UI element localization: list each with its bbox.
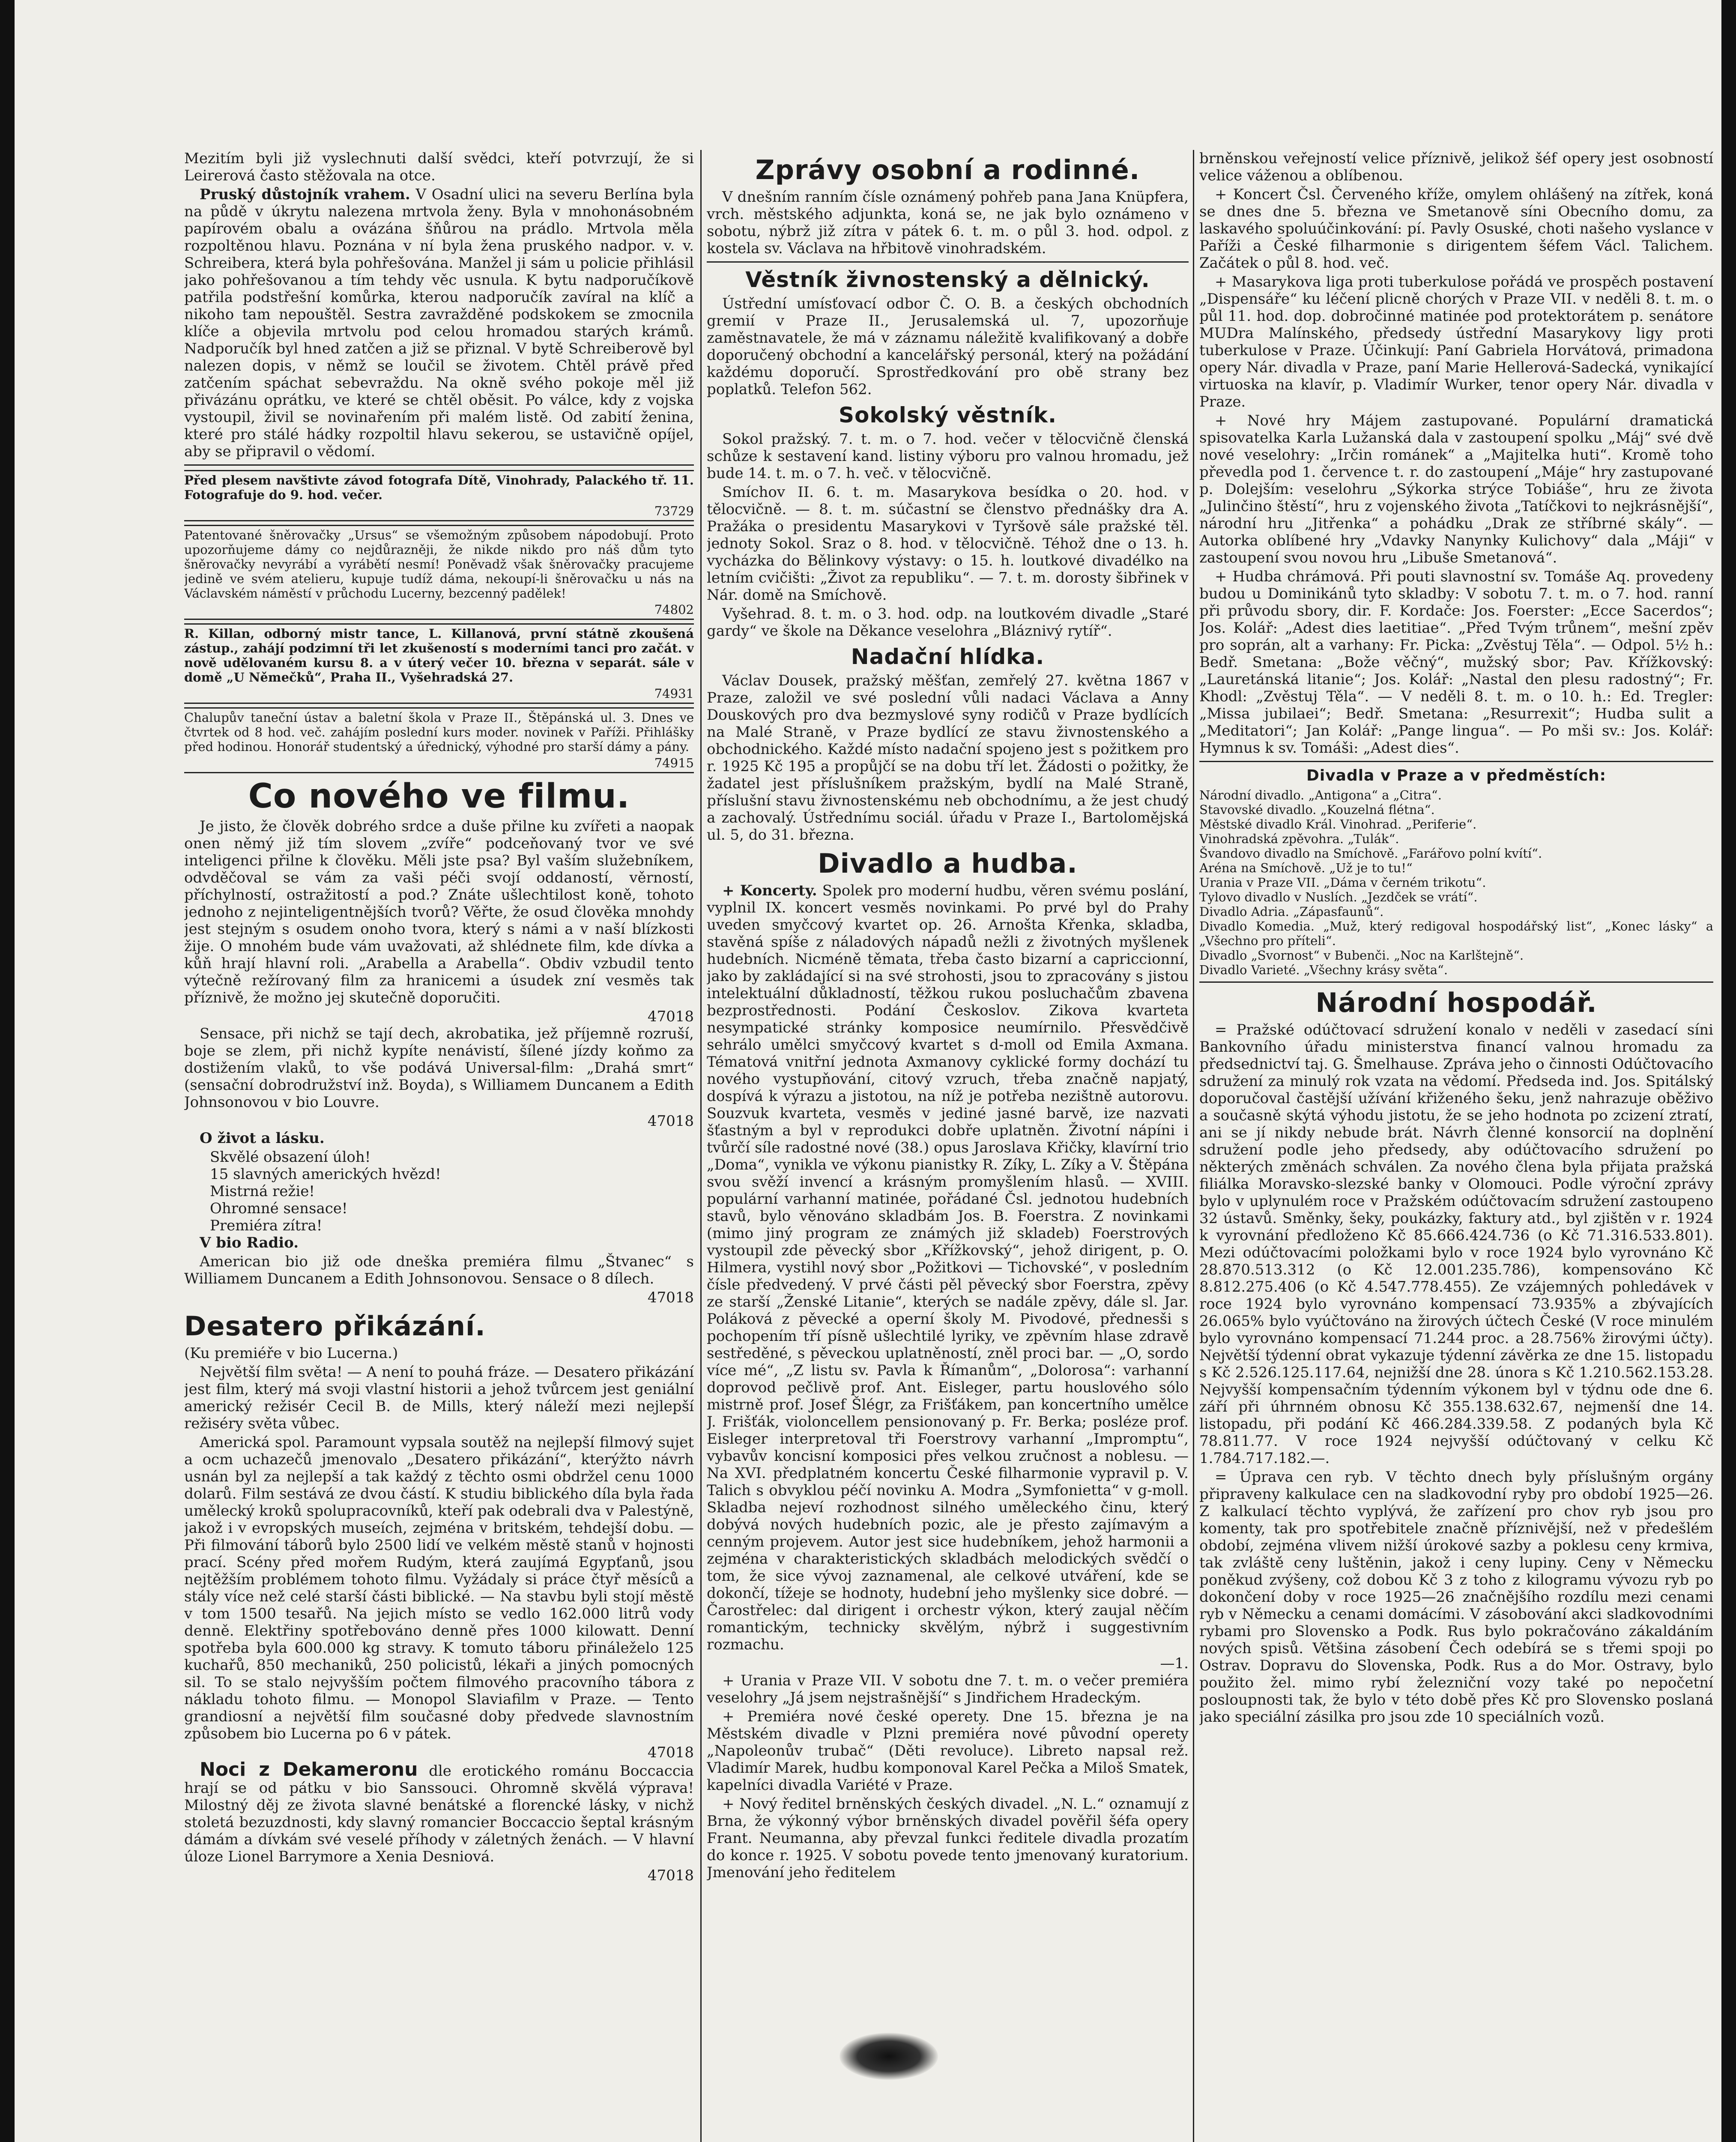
column-3 <box>1199 150 1713 2142</box>
theatre-listing <box>1199 788 1713 977</box>
section-heading-film: Co nového ve filmu. <box>248 777 630 816</box>
theatre-item: Švandovo divadlo na Smíchově. „Farářovo polní kvítí“. <box>1199 846 1542 861</box>
article-text: Smíchov II. 6. t. m. Masarykova besídka o 20. hod. v tělocvičně. — 8. t. m. súčastní se členstvo přednášky dra A. Pražáka o presidentu Masarykovi v Tyršově sále pražské těl. jednoty Sokol. Sraz o 8. hod. v tělocvičně. Téhož dne o 13. h. vycházka do Bělinkovy výstavy: o 15. h. loutkové divadélko na letním cvičišti: „Život za republiku“. — 7. t. m. dorosty šibřinek v Nár. domě na Smíchově. <box>707 484 1189 604</box>
section-heading-narodni: Národní hospodář. <box>1315 987 1597 1018</box>
film-title: O život a lásku. <box>200 1130 325 1147</box>
article-text: + Masarykova liga proti tuberkulose pořádá ve prospěch postavení „Dispensáře“ ku léčení plicně chorých v Praze VII. v neděli 8. t. m. o půl 11. hod. dop. dobročinné matinée pod protektorátem p. senátore MUDra Malínského, předsedy ústřední Masarykovy ligy proti tuberkulose v Praze. Účinkují: Paní Gabriela Horvátová, primadona opery Nár. divadla v Praze, paní Marie Hellerová-Sadecká, vynikající virtuoska na klavír, p. Vladimír Wurker, tenor opery Nár. divadla v Praze. <box>1199 273 1713 410</box>
article-text: Spolek pro moderní hudbu, věren svému poslání, vyplnil IX. koncert vesměs novinkami. Po prvé byl do Prahy uveden smyčcový kvartet op. 26. Arnošta Křenka, skladba, stavěná spíše z náladových nápadů nežli z životných myšlenek hudebních. Nicméně těmata, třeba často bizarní a capriccionní, jako by zakládající si na své strohosti, jsou to zpracovány s jistou intelektuální důkladností, těžkou rukou posluchačům zbavena bezprostřednosti. Podání Českoslov. Zikova kvarteta nesympatické stránky komposice neumírnilo. Přesvědčivě sehrálo umělci smyčcový kvartet s d-moll od Emila Axmana. Tématová vnitřní jednota Axmanovy cyklické formy dochází tu nového vystupňování, citový vzruch, třeba značně napjatý, dospívá k výrazu a jistotou, na níž je potřeba nezištně autorovu. Souzvuk kvarteta, vesměs v jediné jasné barvě, ize nazvati šťastným a byl v reprodukci dobře uplatněn. Životní nápíni i tvůrčí síle radostné nové (38.) opus Jaroslava Křičky, klavírní trio „Doma“, vynikla ve výkonu pianistky R. Zíky, L. Zíky a V. Štěpána svou svěží invencí a krásným promyšlením hlasů. — XVIII. populární varhanní matinée, pořádané Čsl. jednotou hudebních stavů, bylo věnováno skladbám Jos. B. Foerstra. Z novinkami (mimo jiný program ze známých již skladeb) Foerstrových vystoupil zde pěvecký sbor „Křížkovský“, jehož dirigent, p. O. Hilmera, vystihl nový sbor „Požitkovi — Tichovské“, v posledním čísle předvedený. V prvé části pěl pěvecký sbor Foerstra, zpěvy ze starší „Ženské Litanie“, kterých se nadále zpěvy, dále sl. Jar. Poláková z pěvecké a operní školy M. Pivodové, přednesši s pochopením tří písně ušlechtilé lyriky, ve zpěvním hlase zdravě sestředěné, s pěveckou uplatněností, zněl proci bar. — „O, sordo více mé“, „Z listu sv. Pavla k Římanům“, „Dolorosa“: varhanní doprovod pečlivě prof. Ant. Eisleger, partu houslového sólo mistrně prof. Josef Šlégr, za Frišťákem, pan koncertního umělce J. Frišťák, violoncellem pensionovaný p. Fr. Berka; posléze prof. Eisleger interpretoval tři Foerstrovy varhanní „Impromptu“, vybavův koncisní komposici přes velkou zručnost a noblesu. — Na XVI. předplatném koncertu České filharmonie vypravil p. V. Talich s obvyklou péčí novinku A. Modra „Symfonietta“ v g-moll. Skladba nejeví rozhodnost silného uměleckého činu, který dobývá nových hudebních pozic, ale je přesto zajímavým a cenným projevem. Autor jest sice hudebníkem, jehož harmonii a zejména v charakteristických skladbách melodických svědčí o tom, že sice vývoj zaznamenal, ale celkové utváření, kde se dokončí, tížeje se hodnoty, hudební jeho myšlenky sice dobré. — Čarostřelec: dal dirigent i orchestr výkon, který zaujal něčím romantickým, technicky skvělým, nýbrž i suggestivním rozmachu. <box>707 882 1189 1653</box>
ink-smudge <box>840 2033 938 2080</box>
ad-number: 74802 <box>654 602 694 617</box>
advertisement-corsets <box>184 525 694 620</box>
article-text: + Urania v Praze VII. V sobotu dne 7. t. m. o večer premiéra veselohry „Já jsem nejstrašnější“ s Jindřichem Hradeckým. <box>707 1672 1189 1706</box>
article-text: Je jisto, že člověk dobrého srdce a duše přilne ku zvířeti a naopak onen němý již tím slovem „zvíře“ podceňovaný tvor ve své inteligenci přilne k člověku. Měli jste psa? Byl vaším služebníkem, odvděčoval se vám za vaši péči svojí oddaností, věrností, příchylností, ostražitostí a pod.? Znáte ušlechtilost koně, tohoto jednoho z nejinteligentnějších tvorů? Věřte, že osud člověka mnohdy jest stejným s osudem onoho tvora, který s námi a v naší blízkosti žije. O mnohém bude vám uvažovati, až shlédnete film, kde dívka a kůň hrají hlavní roli. „Arabella a Arabella“. Obdiv vzbudil tento výtečně režírovaný film za hranicemi a úsudek zní vesměs tak příznivě, že možno jej skutečně doporučiti. <box>184 818 694 1006</box>
promo-line: Premiéra zítra! <box>210 1217 323 1234</box>
ad-number: 73729 <box>654 504 694 518</box>
article-text: + Hudba chrámová. Při pouti slavnostní sv. Tomáše Aq. provedeny budou u Dominikánů tyto skladby: V sobotu 7. t. m. o 7. hod. ranní při průvodu sbory, dir. F. Kordače: Jos. Foerster: „Ecce Sacerdos“; Jos. Kolář: „Adest dies laetitiae“. „Před Tvým trůnem“, mešní zpěv pro soprán, alt a varhany: Fr. Picka: „Zvěstuj Těla“. — Odpol. 5½ h.: Bedř. Smetana: „Bože věčný“, mužský sbor; Pav. Křížkovský: „Lauretánská litanie“; Jos. Kolář: „Nastal den plesu radostný“; Fr. Khodl: „Zvěstuj Těla“. — V neděli 8. t. m. o 10. h.: Ed. Tregler: „Missa jubilaei“; Bedř. Smetana: „Resurrexit“; Hudba sulit a „Meditatori“; Jan Kolář: „Pange lingua“. — Po mši sv.: Jos. Kolář: Hymnus k sv. Tomáši: „Adest dies“. <box>1199 568 1713 757</box>
theatre-item: Aréna na Smíchově. „Už je to tu!“ <box>1199 861 1413 875</box>
article-subtitle: (Ku premiéře v bio Lucerna.) <box>184 1345 398 1362</box>
ad-number: 47018 <box>647 1113 694 1130</box>
article-text: Václav Dousek, pražský měšťan, zemřelý 27. května 1867 v Praze, založil ve své poslední vůli nadaci Václava a Anny Douskových pro dva bezmyslové syny rodičů v Praze bydlících na Malé Straně, v Praze bydlící ze stavu živnostenského a obchodnického. Každé místo nadační spojeno jest s požitkem pro r. 1925 Kč 195 a propůjčí se na dobu tří let. Žádosti o požitky, že žadatel jest příslušníkem pražským, bydlí na Malé Straně, příslušní stavu živnostenskému neb obchodnímu, a že jest chudý a zachovalý. Ústřednímu sociál. úřadu v Praze I., Bartolomějská ul. 5, do 31. března. <box>707 672 1189 844</box>
article-text: Sensace, při nichž se tají dech, akrobatika, jež příjemně rozruší, boje se zlem, při nichž kypíte nenávistí, šílené jízdy koňmo za dostižením vlaků, to vše podává Universal-film: „Drahá smrt“ (sensační dobrodružství inž. Boyda), s Williamem Duncanem a Edith Johnsonovou v bio Louvre. <box>184 1025 694 1111</box>
ad-text: Patentované šněrovačky „Ursus“ se všemožným způsobem nápodobují. Proto upozorňujeme dámy co nejdůrazněji, že nikde nikdo pro náš dům tyto šněrovačky nevyrábí a vyrábětí nesmí! Poněvadž však šněrovačky pracujeme jedině ve svém atelieru, kupuje tudíž dáma, nekoupí-li šněrovačku u nás na Václavském náměstí v průchodu Lucerny, bezcenný padělek! <box>184 528 694 601</box>
theatre-item: Urania v Praze VII. „Dáma v černém trikotu“. <box>1199 875 1486 890</box>
article-text: = Úprava cen ryb. V těchto dnech byly příslušným orgány připraveny kalkulace cen na sladkovodní ryby pro období 1925—26. Z kalkulací těchto vyplývá, že zařízení pro chov ryb jsou pro komenty, tak pro spotřebitele značně příznivější, než v předešlém období, zejména vlivem nižší úrokové sazby a poklesu ceny krmiva, tak zvláště ceny luštěnin, jakož i ceny lupiny. Ceny v Německu poněkud zvýšeny, což dobou Kč 3 z toho z kilogramu vývozu ryb po dokončení doby v roce 1925—26 značnějšího rozdílu mezi cenami ryb v Německu a cenami domácími. V zásobování akci sladkovodními rybami pro Slovensko a Podk. Rus bylo pokračováno zákaldáním nových spisů. Většina zásobení Čech odebírá se s třemi spoji po Ostrav. Dopravu do Slovenska, Podk. Rus a do Mor. Ostravy, bylo použito žel. mimo rybí železniční vozy také po nepočetní posloupnosti tak, že bylo v této době přes Kč pro Slovensko poslaná jako speciální zásilka pro jsou zde 10 speciálních vozů. <box>1199 1469 1713 1726</box>
section-heading-divadlo: Divadlo a hudba. <box>818 848 1078 879</box>
article-text: + Nové hry Májem zastupované. Populární dramatická spisovatelka Karla Lužanská dala v zastoupení spolku „Máj“ své dvě nové veselohry: „Irčin románek“ a „Majitelka huti“. Kromě toho převedla pod 1. července t. r. do zastoupení „Máje“ hry zastupované p. Dolejším: veselohru „Sýkorka strýce Tobiáše“, hru ze života „Julinčino štěstí“, hru z vojenského života „Tatíčkovi to nejkrásnější“, národní hru „Jitřenka“ a pohádku „Drak ze stříbrné skály“. — Autorka oblíbené hry „Vdavky Nanynky Kulichovy“ dala „Máji“ v zastoupení svou novou hru „Libuše Smetanová“. <box>1199 412 1713 566</box>
column-2 <box>707 150 1189 1954</box>
theatre-item: Divadlo Komedia. „Muž, který redigoval hospodářský list“, „Konec lásky“ a „Všechno pro příteli“. <box>1199 919 1713 948</box>
ad-number: 74915 <box>654 756 694 770</box>
section-heading-zpravy: Zprávy osobní a rodinné. <box>755 154 1140 185</box>
promo-line: Mistrná režie! <box>210 1183 315 1200</box>
promo-line: Ohromné sensace! <box>210 1200 348 1217</box>
divider <box>707 261 1189 263</box>
theatre-item: Divadlo „Svornost“ v Bubenči. „Noc na Karlštejně“. <box>1199 948 1524 963</box>
ad-text: Chalupův taneční ústav a baletní škola v Praze II., Štěpánská ul. 3. Dnes ve čtvrtek od 8 hod. več. zahájím poslední kurs moder. novinek v Paříži. Přihlášky před hodinou. Honorář studentský a úřednický, výhodné pro starší dámy a pány. <box>184 710 694 754</box>
article-text: V Osadní ulici na severu Berlína byla na půdě v úkrytu nalezena mrtvola ženy. Byla v mnohonásobném papírovém obalu a ovázána šňůrou na prádlo. Mrtvola měla rozpoltěnou hlavu. Poznána v ní byla žena pruského nadpor. v. v. Schreibera, která byla pohřešována. Manžel ji sám u policie přihlásil jako pohřešovanou a tím tehdy věc usnula. K bytu nadporučíkově patřila podstřešní komůrka, kterou nadporučík zavíral na klíč a nikoho tam nepouštěl. Sestra zavražděné podskokem se zmocnila klíče a objevila mrtvolu pod celou hromadou starých krámů. Nadporučík byl hned zatčen a již se přiznal. V bytě Schreiberově byl nalezen dopis, v němž se loučil se životem. Chtěl právě před zatčením spáchat sebevraždu. Na okně svého pokoje měl již přivázánu oprátku, ve které se chtěl oběsit. Po válce, kdy z vojska vystoupil, živil se novinařením při malém listě. Od zabití ženina, které pro stálé hádky rozpoltil hlavu sekerou, se ustavičně opíjel, aby se připravil o vědomí. <box>184 186 694 460</box>
theatre-item: Národní divadlo. „Antigona“ a „Citra“. <box>1199 788 1442 802</box>
theatre-item: Tylovo divadlo v Nuslích. „Jezdček se vrátí“. <box>1199 890 1478 904</box>
article-text: = Pražské odúčtovací sdružení konalo v neděli v zasedací síni Bankovního úřadu ministerstva financí valnou hromadu za předsednictví taj. G. Šmelhause. Zpráva jeho o činnosti Odúčtovacího sdružení za minulý rok vzata na vědomí. Předseda ind. Jos. Spitálský doporučoval častější užívání křiženého šeku, jenž nahrazuje oběživo a současně skýtá výhodu jistotu, že se jeho hodnota po zcizení ztratí, ani se jí nikdy nebude brát. Návrh členné konsorcií na doplnění sdružení podle jeho předsedy, aby odúčtovacího sdružení po některých změnách schválen. Za nového člena byla přijata pražská filiálka Moravsko-slezské banky v Olomouci. Podle výroční zprávy bylo v uplynulém roce v Pražském odúčtovacím sdružení zastoupeno 32 ústavů. Směnky, šeky, poukázky, faktury atd., byl zjištěn v r. 1924 k vyrovnání předloženo Kč 85.666.424.736 (o Kč 71.316.533.801). Mezi odúčtovacími položkami bylo v roce 1924 bylo vyrovnáno Kč 28.870.513.312 (o Kč 12.001.235.786), kompensováno Kč 8.812.275.406 (o Kč 4.547.778.455). Ze vzájemných pohledávek v roce 1924 bylo vyrovnáno kompensací 73.935% a zbývajících 26.065% bylo vyúčtováno na žirových účtech České (V roce minulém bylo vyrovnáno kompensací 71.244 proc. a 28.756% žirovými účty). Největší týdenní obrat vykazuje týdenní závěrka ze dne 15. listopadu s Kč 2.526.125.117.64, nejnižší dne 28. února s Kč 1.210.562.153.28. Nejvyšší kompensačním týdenním výkonem byl v týdnu ode dne 6. září při úhrnném obnosu Kč 355.138.632.67, nejmenší dne 14. listopadu, při podání Kč 466.284.339.58. Z podaných byla Kč 78.811.77. V roce 1924 nejvyšší odúčtovaný v celku Kč 1.784.717.182.—. <box>1199 1021 1713 1467</box>
theatre-item: Divadlo Varieté. „Všechny krásy světa“. <box>1199 963 1448 977</box>
article-text: Ústřední umísťovací odbor Č. O. B. a českých obchodních gremií v Praze II., Jerusalemská ul. 7, upozorňuje zaměstnavatele, že má v záznamu náležitě kvalifikovaný a dobře doporučený obchodní a kancelářský personál, který na požádání každému doporučí. Sprostředkování pro obě strany bez poplatků. Telefon 562. <box>707 295 1189 398</box>
ad-text: R. Killan, odborný mistr tance, L. Killanová, první státně zkoušená zástup., zahájí podzimní tři let zkušeností s moderními tanci pro začát. v nově udělovaném kursu 8. a v úterý večer 10. března v separát. sále v domě „U Němečků“, Praha II., Vyšehradská 27. <box>184 626 694 685</box>
section-heading-nadacni: Nadační hlídka. <box>851 644 1045 669</box>
theatre-item: Městské divadlo Král. Vinohrad. „Periferie“. <box>1199 817 1477 832</box>
advertisement-ballet-school <box>184 707 694 773</box>
column-rule-2 <box>1193 150 1194 2142</box>
section-heading-desatero: Desatero přikázání. <box>184 1310 486 1342</box>
theatre-item: Stavovské divadlo. „Kouzelná flétna“. <box>1199 802 1435 817</box>
article-text: Největší film světa! — A není to pouhá fráze. — Desatero přikázání jest film, který má svoji vlastní historii a jehož tvůrcem jest geniální americký režisér Cecil B. de Mills, který náleží mezi nejlepší režiséry světa vůbec. <box>184 1364 694 1432</box>
article-heading: Noci z Dekameronu <box>200 1759 418 1780</box>
ad-number: 47018 <box>647 1744 694 1761</box>
ad-number: 47018 <box>647 1289 694 1306</box>
divider <box>184 464 694 466</box>
article-text: dle erotického románu Boccaccia hrají se od pátku v bio Sanssouci. Ohromně skvělá výprava! Milostný děj ze života slavné benátské a florencké lásky, v nichž stoletá bezuzdnosti, kdy slavný romancier Boccaccio šeptal krásným dámám a dívkám své veselé příhody v záletných ženách. — V hlavní úloze Lionel Barrymore a Xenia Desniová. <box>184 1762 694 1865</box>
promo-line: Skvělé obsazení úloh! <box>210 1149 371 1166</box>
article-heading: + Koncerty. <box>722 882 817 899</box>
promo-line: 15 slavných amerických hvězd! <box>210 1166 441 1183</box>
article-text: Americká spol. Paramount vypsala soutěž na nejlepší filmový sujet a ocm uchazečů jmenovalo „Desatero přikázání“, kterýžto návrh usnán byl za nejlepší a tak každý z těchto osmi obdržel cenu 1000 dolarů. Film sestává ze dvou částí. K studiu biblického díla byla řada umělecký kroků spolupracovníků, kteří pak odebrali dva v Palestýně, jakož i v evropských museích, zejména v britském, tehdejší dobu. — Při filmování táborů bylo 2500 lidí ve velkém městě stanů v hojnosti prací. Scény před mořem Rudým, která zaujímá Egypťanů, jsou nejtěžším problémem tohoto filmu. Vyžádaly si práce čtyř měsíců a stály více než celé starší části biblické. — Na stavbu byli stojí městě v tom 1500 tesařů. Na jejich místo se vedlo 162.000 litrů vody denně. Elektřiny spotřebováno denně přes 1000 kilowatt. Denní spotřeba byla 600.000 kg stravy. K tomuto táboru přináleželo 125 kuchařů, 850 mechaniků, 250 policistů, lékaři a jiných pomocných sil. To se stalo nejvyšším počtem filmového pracovního tábora z nákladu tohoto filmu. — Monopol Slaviafilm v Praze. — Tento grandiosní a největší film současné doby předvede slavnostním způsobem bio Lucerna po 6 v pátek. <box>184 1434 694 1742</box>
ad-number: 47018 <box>647 1867 694 1884</box>
column-rule-1 <box>700 150 702 2142</box>
article-text: brněnskou veřejností velice příznivě, jelikož šéf opery jest osobností velice váženou a oblíbenou. <box>1199 150 1713 184</box>
divider <box>1199 981 1713 983</box>
article-text: + Nový ředitel brněnských českých divadel. „N. L.“ oznamují z Brna, že výkonný výbor brněnských divadel pověřil šéfa opery Frant. Neumanna, aby převzal funkci ředitele divadla prozatím do konce r. 1925. V sobotu povede tento jmenovaný kuratorium. Jmenování jeho ředitelem <box>707 1795 1189 1881</box>
theatre-item: Divadlo Adria. „Zápasfaunů“. <box>1199 904 1384 919</box>
theatre-item: Vinohradská zpěvohra. „Tulák“. <box>1199 832 1399 846</box>
article-text: + Koncert Čsl. Červeného kříže, omylem ohlášený na zítřek, koná se dnes dne 5. března ve Smetanově síni Obecního domu, za laskavého spoluúčinkování: pí. Pavly Osuské, choti našeho vyslance v Paříži a České filharmonie s dirigentem šéfem Václ. Talichem. Začátek o půl 8. hod. več. <box>1199 186 1713 272</box>
film-promo-lines <box>184 1149 694 1234</box>
article-heading: Pruský důstojník vrahem. <box>200 186 410 203</box>
section-heading-sokol: Sokolský věstník. <box>839 403 1057 428</box>
scan-edge-right <box>1721 0 1736 2142</box>
column-1 <box>184 150 694 2142</box>
advertisement-dance-school <box>184 623 694 704</box>
theatre-listing-heading: Divadla v Praze a v předměstích: <box>1306 767 1607 784</box>
scan-edge-left <box>0 0 15 2142</box>
article-text: Vyšehrad. 8. t. m. o 3. hod. odp. na loutkovém divadle „Staré gardy“ ve škole na Děkance veselohra „Bláznivý rytíř“. <box>707 605 1189 640</box>
article-text: V dnešním ranním čísle oznámený pohřeb pana Jana Knüpfera, vrch. městského adjunkta, koná se, ne jak bylo oznámeno v sobotu, nýbrž již zítra v pátek 6. t. m. o půl 3. hod. odpol. z kostela sv. Václava na hřbitově vinohradském. <box>707 188 1189 257</box>
section-heading-vestnik: Věstník živnostenský a dělnický. <box>745 267 1150 292</box>
advertisement-photographer <box>184 470 694 521</box>
article-text: American bio již ode dneška premiéra filmu „Štvanec“ s Williamem Duncanem a Edith Johnsonovou. Sensace o 8 dílech. <box>184 1253 694 1287</box>
author-signature: —1. <box>1160 1655 1189 1672</box>
cinema-name: V bio Radio. <box>200 1234 299 1251</box>
article-text: Mezitím byli již vyslechnuti další svědci, kteří potvrzují, že si Leirerová často stěžovala na otce. <box>184 150 694 184</box>
article-text: Sokol pražský. 7. t. m. o 7. hod. večer v tělocvičně členská schůze k sestavení kand. listiny výboru pro valnou hromadu, jež bude 14. t. m. o 7. h. več. v tělocvičně. <box>707 431 1189 482</box>
ad-number: 47018 <box>647 1008 694 1025</box>
divider <box>1199 761 1713 762</box>
article-text: + Premiéra nové české operety. Dne 15. března je na Městském divadle v Plzni premiéra nové původní operety „Napoleonův trubač“ (Děti revoluce). Libreto napsal rež. Vladimír Marek, hudbu komponoval Karel Pečka a Miloš Smatek, kapelníci divadla Variété v Praze. <box>707 1708 1189 1794</box>
ad-number: 74931 <box>654 686 694 701</box>
ad-text: Před plesem navštivte závod fotografa Dítě, Vinohrady, Palackého tř. 11. Fotografuje do 9. hod. večer. <box>184 473 694 502</box>
